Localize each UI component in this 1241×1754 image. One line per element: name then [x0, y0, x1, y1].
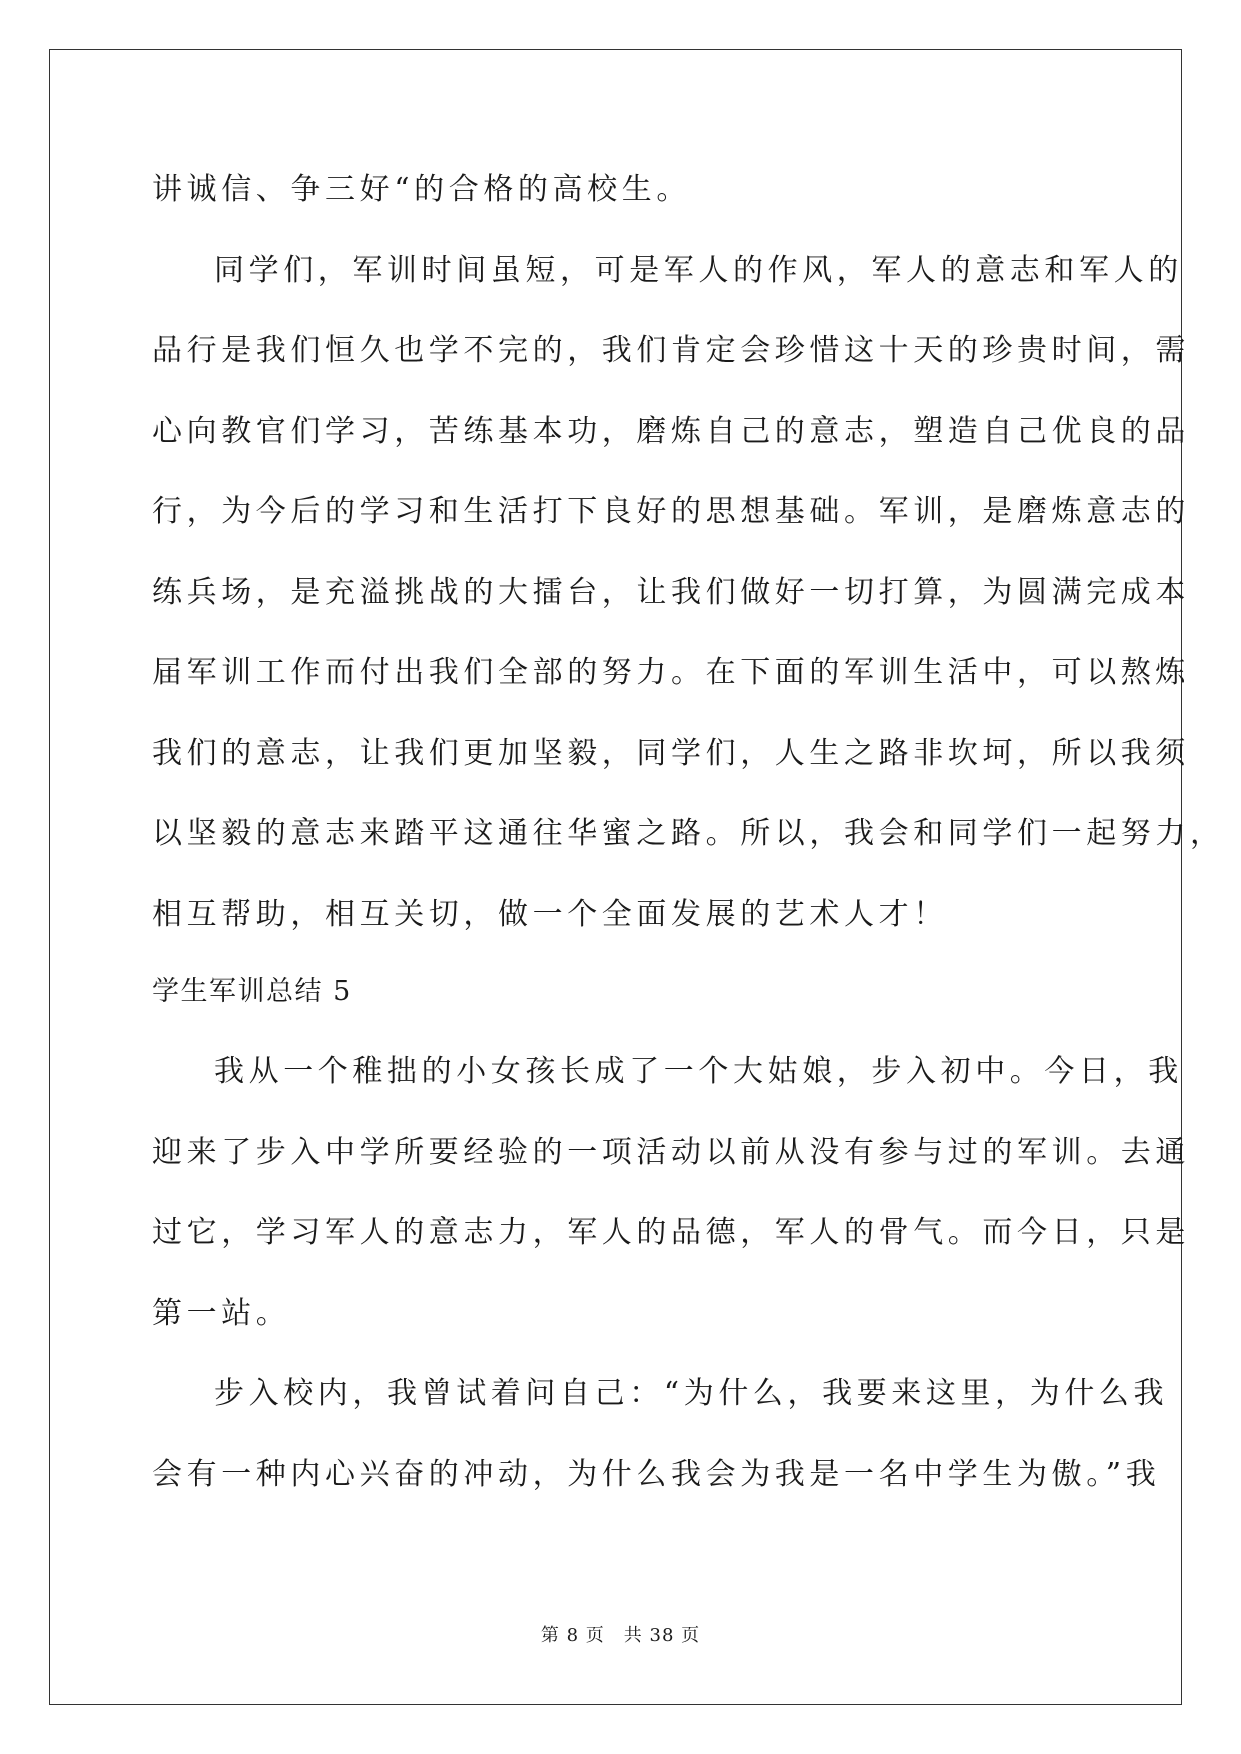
text-line: 第一站。 [152, 1296, 291, 1331]
text-line: 届军训工作而付出我们全部的努力。在下面的军训生活中，可以熬炼 [152, 655, 1190, 690]
paragraph-start-line: 我从一个稚拙的小女孩长成了一个大姑娘，步入初中。今日，我 [214, 1054, 1183, 1089]
paragraph-start-line: 步入校内，我曾试着问自己：“为什么，我要来这里，为什么我 [214, 1376, 1169, 1411]
text-line: 行，为今后的学习和生活打下良好的思想基础。军训，是磨炼意志的 [152, 494, 1190, 529]
text-line: 以坚毅的意志来踏平这通往华蜜之路。所以，我会和同学们一起努力， [152, 816, 1225, 851]
paragraph-start-line: 同学们，军训时间虽短，可是军人的作风，军人的意志和军人的 [214, 253, 1183, 288]
text-line: 相互帮助，相互关切，做一个全面发展的艺术人才！ [152, 897, 948, 932]
page-number-footer: 第 8 页 共 38 页 [540, 1625, 701, 1646]
text-line: 品行是我们恒久也学不完的，我们肯定会珍惜这十天的珍贵时间，需 [152, 333, 1190, 368]
text-line: 我们的意志，让我们更加坚毅，同学们，人生之路非坎坷，所以我须 [152, 736, 1190, 771]
text-line: 会有一种内心兴奋的冲动，为什么我会为我是一名中学生为傲。”我 [152, 1457, 1161, 1492]
section-heading: 学生军训总结 5 [152, 976, 352, 1007]
text-line: 讲诚信、争三好“的合格的高校生。 [152, 172, 691, 207]
text-line: 心向教官们学习，苦练基本功，磨炼自己的意志，塑造自己优良的品 [152, 414, 1190, 449]
text-line: 过它，学习军人的意志力，军人的品德，军人的骨气。而今日，只是 [152, 1215, 1190, 1250]
text-line: 迎来了步入中学所要经验的一项活动以前从没有参与过的军训。去通 [152, 1135, 1190, 1170]
text-line: 练兵场，是充溢挑战的大擂台，让我们做好一切打算，为圆满完成本 [152, 575, 1190, 610]
